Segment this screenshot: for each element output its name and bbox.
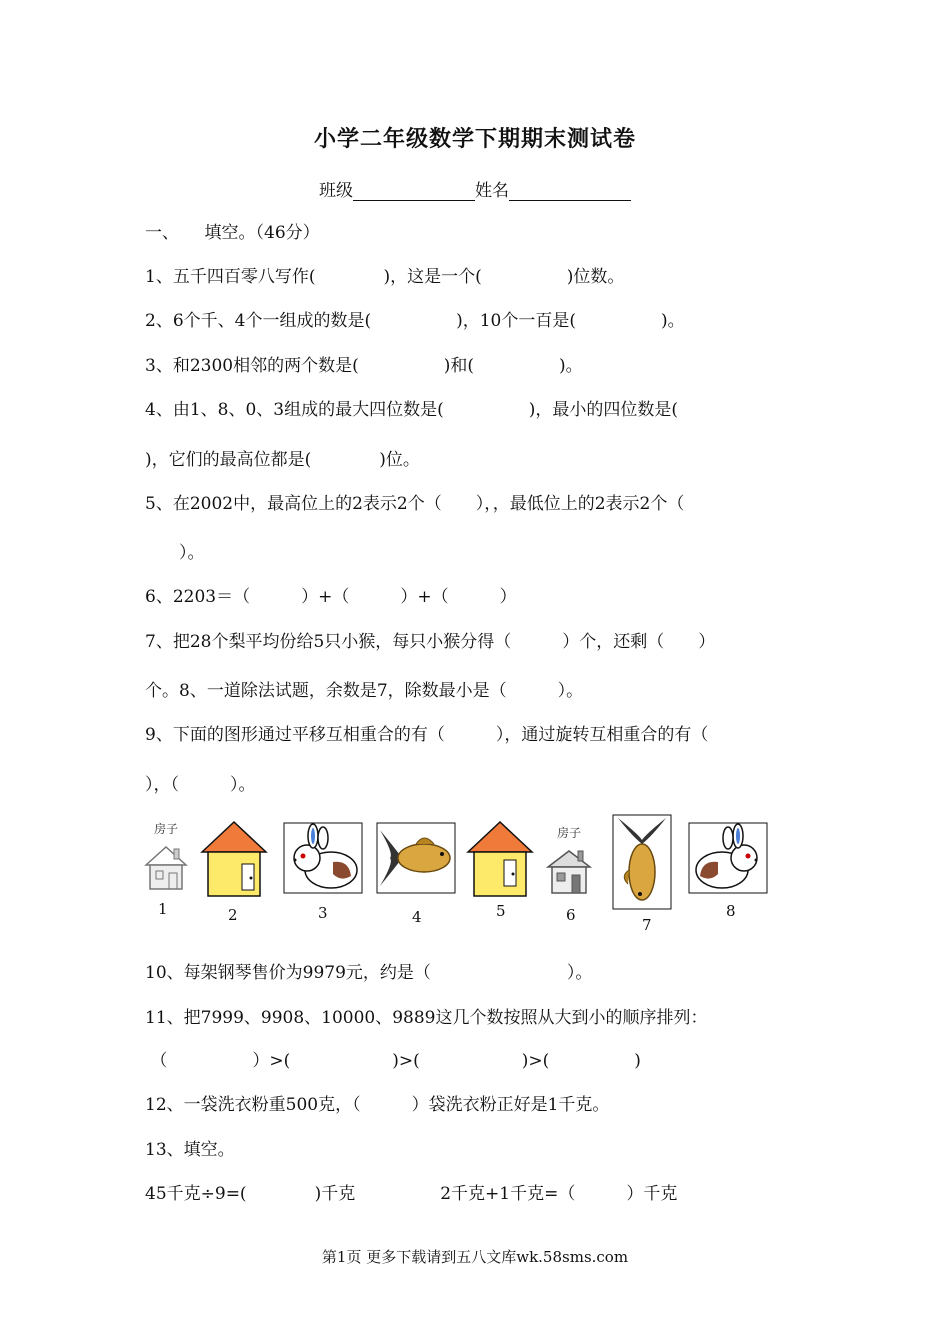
fish-4 xyxy=(376,822,456,898)
section-heading: 一、 填空。（46分） xyxy=(145,223,320,243)
class-name-line xyxy=(0,176,950,201)
shapes-figure-row xyxy=(140,812,780,937)
figure-number-4: 4 xyxy=(412,908,422,926)
question-11: 11、把7999、9908、10000、9889这几个数按照从大到小的顺序排列： xyxy=(145,1008,708,1028)
figure-number-2: 2 xyxy=(228,906,238,924)
name-label: 姓名 xyxy=(475,181,509,201)
figure-number-1: 1 xyxy=(158,900,168,918)
question-2: 2、6个千、4个一组成的数是( )，10个一百是( )。 xyxy=(145,311,685,331)
name-blank xyxy=(509,182,631,201)
question-13-items: 45千克÷9=( )千克 2千克+1千克=（ ）千克 xyxy=(145,1184,678,1204)
figure-number-8: 8 xyxy=(726,902,736,920)
sketch-house-6 xyxy=(544,824,594,904)
question-1: 1、五千四百零八写作( )，这是一个( )位数。 xyxy=(145,267,625,287)
question-7-8: 个。8、一道除法试题，余数是7，除数最小是（ ）。 xyxy=(145,681,584,701)
color-house-5 xyxy=(466,820,534,902)
question-7: 7、把28个梨平均份给5只小猴，每只小猴分得（ ）个，还剩（ ） xyxy=(145,632,716,652)
rabbit-3 xyxy=(283,822,363,898)
class-label: 班级 xyxy=(319,181,353,201)
question-4-cont: )，它们的最高位都是( )位。 xyxy=(145,450,420,470)
question-11-answer: （ ）>( )>( )>( ) xyxy=(145,1051,641,1071)
fish-7 xyxy=(612,814,672,914)
question-10: 10、每架钢琴售价为9979元，约是（ ）。 xyxy=(145,963,593,983)
question-9: 9、下面的图形通过平移互相重合的有（ ），通过旋转互相重合的有（ xyxy=(145,725,709,745)
house-caption: 房子 xyxy=(556,826,581,840)
figure-number-6: 6 xyxy=(566,906,576,924)
figure-number-5: 5 xyxy=(496,902,506,920)
figure-number-7: 7 xyxy=(642,916,652,934)
color-house-2 xyxy=(200,820,268,902)
page-footer: 第1页 更多下载请到五八文库wk.58sms.com xyxy=(321,1248,629,1266)
question-3: 3、和2300相邻的两个数是( )和( )。 xyxy=(145,356,583,376)
page-title: 小学二年级数学下期期末测试卷 xyxy=(313,126,636,152)
question-5: 5、在2002中，最高位上的2表示2个（ ），，最低位上的2表示2个（ xyxy=(145,494,685,514)
question-12: 12、一袋洗衣粉重500克，（ ）袋洗衣粉正好是1千克。 xyxy=(145,1095,610,1115)
class-blank xyxy=(353,182,475,201)
question-6: 6、2203＝（ ）+（ ）+（ ） xyxy=(145,587,517,607)
question-13: 13、填空。 xyxy=(145,1140,235,1160)
rabbit-8 xyxy=(688,822,768,898)
figure-number-3: 3 xyxy=(318,904,328,922)
house-caption: 房子 xyxy=(153,822,178,836)
sketch-house-1 xyxy=(142,820,190,900)
question-9-cont: ），（ ）。 xyxy=(145,775,256,795)
question-5-cont: ）。 xyxy=(145,543,205,563)
question-4: 4、由1、8、0、3组成的最大四位数是( )，最小的四位数是( xyxy=(145,400,678,420)
